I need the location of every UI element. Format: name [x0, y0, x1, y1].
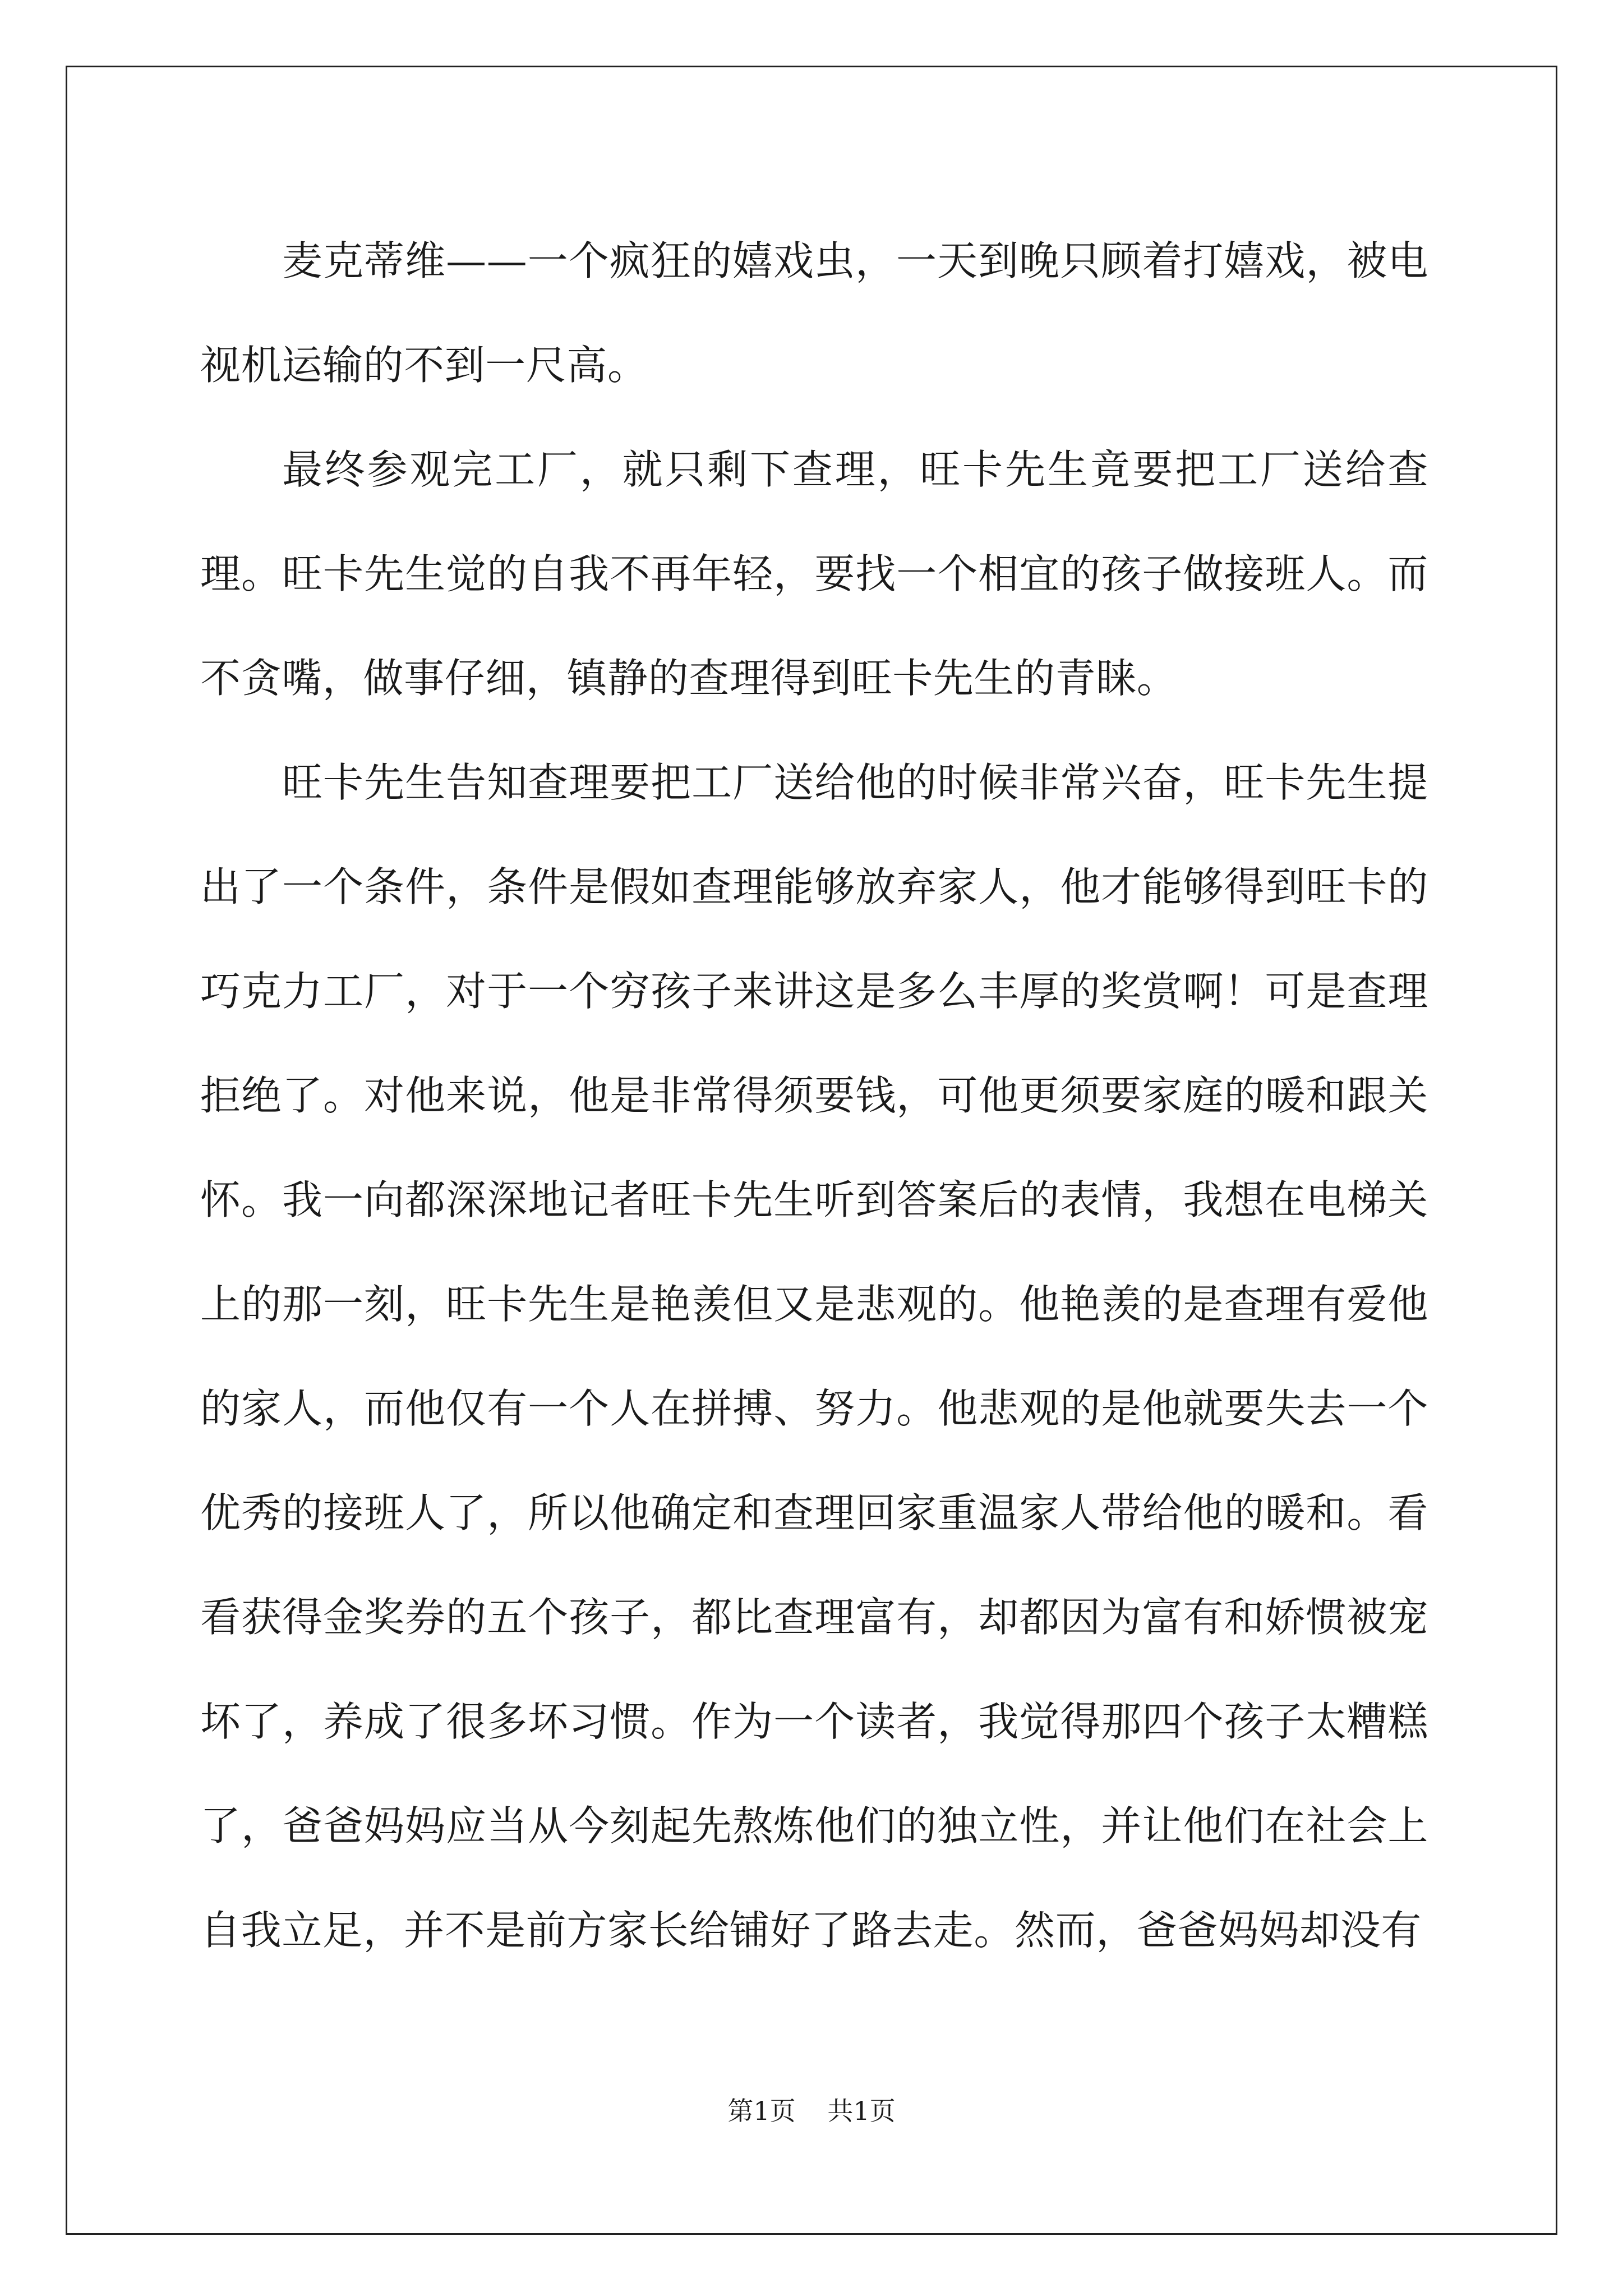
- page-total: 共1页: [827, 2096, 896, 2126]
- document-body: [200, 209, 1428, 1982]
- page-number: 第1页: [727, 2096, 796, 2126]
- page-footer: [0, 2094, 1623, 2128]
- paragraph-1: 麦克蒂维——一个疯狂的嬉戏虫，一天到晚只顾着打嬉戏，被电视机运输的不到一尺高。: [200, 237, 1428, 389]
- paragraph-2: 最终参观完工厂，就只剩下查理，旺卡先生竟要把工厂送给查理。旺卡先生觉的自我不再年轻，要找一个相宜的孩子做接班人。而不贪嘴，做事仔细，镇静的查理得到旺卡先生的青睐。: [200, 446, 1428, 702]
- paragraph-3: 旺卡先生告知查理要把工厂送给他的时候非常兴奋，旺卡先生提出了一个条件，条件是假如查理能够放弃家人，他才能够得到旺卡的巧克力工厂，对于一个穷孩子来讲这是多么丰厚的奖赏啊！可是查理拒绝了。对他来说，他是非常得须要钱，可他更须要家庭的暖和跟关怀。我一向都深深地记者旺卡先生听到答案后的表情，我想在电梯关上的那一刻，旺卡先生是艳羡但又是悲观的。他艳羡的是查理有爱他的家人，而他仅有一个人在拼搏、努力。他悲观的是他就要失去一个优秀的接班人了，所以他确定和查理回家重温家人带给他的暖和。看看获得金奖券的五个孩子，都比查理富有，却都因为富有和娇惯被宠坏了，养成了很多坏习惯。作为一个读者，我觉得那四个孩子太糟糕了，爸爸妈妈应当从今刻起先熬炼他们的独立性，并让他们在社会上自我立足，并不是前方家长给铺好了路去走。然而，爸爸妈妈却没有: [200, 759, 1428, 1954]
